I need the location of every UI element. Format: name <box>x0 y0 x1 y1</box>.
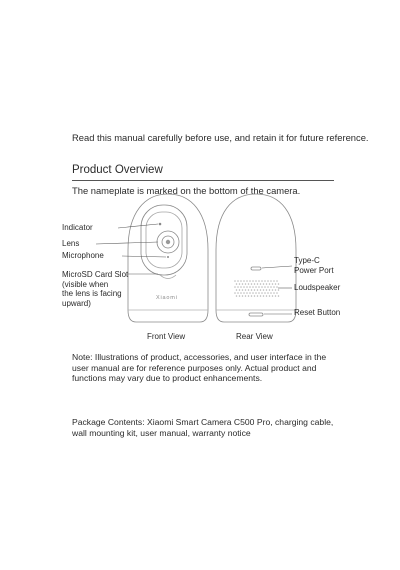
speaker-hole <box>257 289 259 291</box>
speaker-hole <box>251 289 253 291</box>
front-neck <box>160 275 176 279</box>
speaker-hole <box>266 283 268 285</box>
speaker-hole <box>260 295 262 297</box>
speaker-hole <box>234 292 236 294</box>
speaker-hole <box>240 292 242 294</box>
reset-button-icon <box>249 313 263 316</box>
speaker-hole <box>273 286 275 288</box>
speaker-hole <box>251 295 253 297</box>
front-head-outline <box>141 205 187 275</box>
speaker-hole <box>246 280 248 282</box>
speaker-hole <box>257 295 259 297</box>
speaker-hole <box>267 292 269 294</box>
brand-logo-text: Xiaomi <box>156 295 178 301</box>
speaker-hole <box>243 286 245 288</box>
speaker-hole <box>270 286 272 288</box>
speaker-hole <box>267 286 269 288</box>
speaker-hole <box>269 283 271 285</box>
speaker-hole <box>248 295 250 297</box>
speaker-hole <box>252 286 254 288</box>
speaker-hole <box>276 286 278 288</box>
section-title: Product Overview <box>72 164 163 176</box>
speaker-hole <box>246 292 248 294</box>
front-base-outline <box>128 310 208 322</box>
speaker-hole <box>275 289 277 291</box>
speaker-hole <box>264 280 266 282</box>
speaker-hole <box>258 286 260 288</box>
speaker-hole <box>243 292 245 294</box>
speaker-hole <box>278 283 280 285</box>
label-type-c-line1: Type-C <box>294 256 320 265</box>
speaker-hole <box>257 283 259 285</box>
indicator-dot <box>159 223 162 226</box>
front-camera-illustration <box>128 194 208 322</box>
speaker-hole <box>272 295 274 297</box>
speaker-hole <box>260 289 262 291</box>
speaker-hole <box>248 289 250 291</box>
speaker-hole <box>240 280 242 282</box>
intro-text: Read this manual carefully before use, and retain it for future reference. <box>72 132 369 143</box>
front-head-inner <box>146 212 182 268</box>
speaker-hole <box>275 283 277 285</box>
speaker-hole <box>254 289 256 291</box>
speaker-hole <box>234 286 236 288</box>
speaker-hole <box>269 295 271 297</box>
speaker-hole <box>251 283 253 285</box>
speaker-hole <box>260 283 262 285</box>
speaker-hole <box>278 295 280 297</box>
speaker-hole <box>240 286 242 288</box>
speaker-hole <box>249 292 251 294</box>
speaker-hole <box>272 283 274 285</box>
speaker-hole <box>246 286 248 288</box>
speaker-hole <box>264 286 266 288</box>
speaker-hole <box>255 286 257 288</box>
nameplate-text: The nameplate is marked on the bottom of the camera. <box>72 185 301 196</box>
label-reset-button: Reset Button <box>294 308 341 317</box>
speaker-hole <box>263 289 265 291</box>
speaker-hole <box>254 283 256 285</box>
speaker-hole <box>242 289 244 291</box>
speaker-hole <box>270 292 272 294</box>
speaker-hole <box>261 292 263 294</box>
rear-camera-illustration <box>216 194 296 322</box>
label-loudspeaker: Loudspeaker <box>294 283 341 292</box>
speaker-hole <box>270 280 272 282</box>
speaker-hole <box>273 292 275 294</box>
label-microphone: Microphone <box>62 251 104 260</box>
speaker-hole <box>255 280 257 282</box>
speaker-hole <box>252 292 254 294</box>
speaker-hole <box>261 286 263 288</box>
speaker-hole <box>276 292 278 294</box>
speaker-hole <box>236 289 238 291</box>
speaker-hole <box>269 289 271 291</box>
label-microsd <box>62 270 128 308</box>
speaker-hole <box>239 289 241 291</box>
rear-view-caption: Rear View <box>236 332 273 341</box>
speaker-hole <box>266 295 268 297</box>
speaker-hole <box>275 295 277 297</box>
speaker-hole <box>252 280 254 282</box>
speaker-hole <box>266 289 268 291</box>
speaker-hole <box>237 280 239 282</box>
speaker-hole <box>236 295 238 297</box>
speaker-hole <box>273 280 275 282</box>
label-microsd-line3: the lens is facing <box>62 289 122 298</box>
label-type-c-line2: Power Port <box>294 265 334 275</box>
type-c-port-icon <box>251 267 261 270</box>
speaker-hole <box>263 283 265 285</box>
note-text: Note: Illustrations of product, accessories, and user interface in the user manual are for reference purposes only. Actual product and functions may vary due to product enhancements. <box>72 352 327 384</box>
speaker-hole <box>237 292 239 294</box>
speaker-hole <box>243 280 245 282</box>
speaker-hole <box>255 292 257 294</box>
speaker-hole <box>276 280 278 282</box>
speaker-hole <box>249 280 251 282</box>
speaker-hole <box>237 286 239 288</box>
microphone-dot <box>167 256 169 258</box>
speaker-hole <box>258 280 260 282</box>
speaker-hole <box>272 289 274 291</box>
speaker-hole <box>236 283 238 285</box>
speaker-hole <box>278 289 280 291</box>
speaker-hole <box>242 283 244 285</box>
package-contents: Package Contents: Xiaomi Smart Camera C500 Pro, charging cable, wall mounting kit, user manual, warranty notice <box>72 417 334 438</box>
speaker-hole <box>267 280 269 282</box>
label-microsd-line4: upward) <box>62 298 91 308</box>
speaker-hole <box>234 280 236 282</box>
speaker-hole <box>264 292 266 294</box>
speaker-hole <box>263 295 265 297</box>
speaker-hole <box>245 295 247 297</box>
lens-center <box>166 240 170 244</box>
speaker-hole <box>242 295 244 297</box>
front-body-outline <box>128 194 208 310</box>
speaker-hole <box>239 283 241 285</box>
label-microsd-line2: (visible when <box>62 279 109 289</box>
speaker-hole <box>261 280 263 282</box>
speaker-hole <box>245 289 247 291</box>
speaker-hole <box>254 295 256 297</box>
front-view-caption: Front View <box>147 332 186 341</box>
speaker-hole <box>245 283 247 285</box>
label-indicator: Indicator <box>62 223 93 232</box>
speaker-hole <box>239 295 241 297</box>
loudspeaker-grille <box>234 280 279 297</box>
speaker-hole <box>258 292 260 294</box>
label-lens: Lens <box>62 239 80 248</box>
speaker-hole <box>249 286 251 288</box>
label-type-c <box>294 256 334 275</box>
label-microsd-line1: MicroSD Card Slot <box>62 270 129 279</box>
speaker-hole <box>248 283 250 285</box>
